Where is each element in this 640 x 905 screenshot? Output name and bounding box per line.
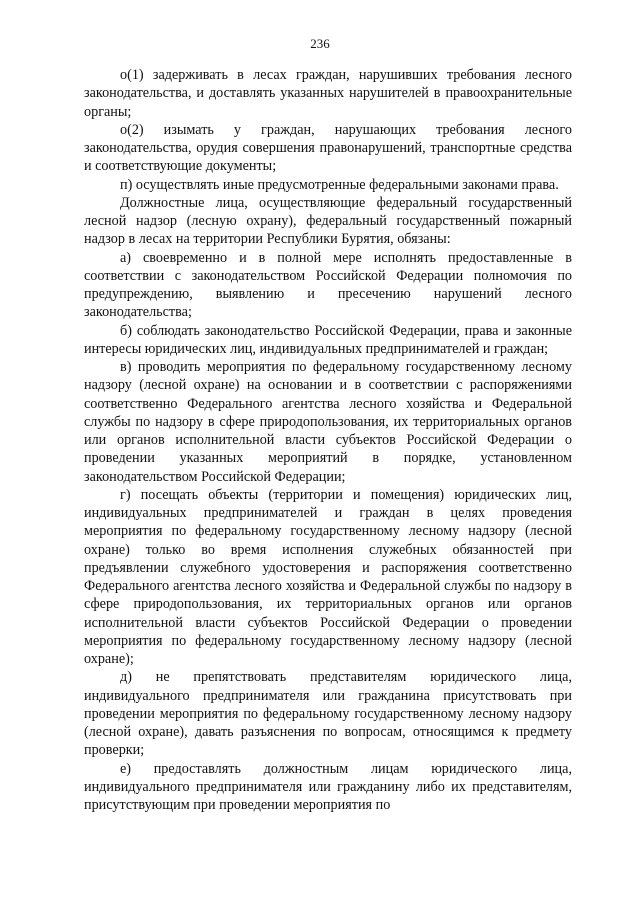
paragraph-o1-detain: о(1) задерживать в лесах граждан, нарушивших требования лесного законодательства, и доставлять указанных нарушителей в правоохранительные органы; [84, 67, 572, 120]
paragraph-a-exercise-powers: а) своевременно и в полной мере исполнять предоставленные в соответствии с законодательством Российской Федерации полномочия по предупреждению, выявлению и пресечению нарушений лесного законодательства; [84, 249, 572, 321]
paragraph-b-observe-law: б) соблюдать законодательство Российской Федерации, права и законные интересы юридических лиц, индивидуальных предпринимателей и граждан; [84, 322, 572, 357]
paragraph-e-provide-info: е) предоставлять должностным лицам юридического лица, индивидуального предпринимателя или гражданину либо их представителям, присутствующим при проведении мероприятия по [84, 760, 572, 813]
paragraph-p-other-rights: п) осуществлять иные предусмотренные федеральными законами права. [120, 176, 559, 193]
paragraph-v-conduct-measures: в) проводить мероприятия по федеральному государственному лесному надзору (лесной охране) на основании и в соответствии с распоряжениями соответственно Федерального агентства лесного хозяйства и Федеральной службы по надзору в сфере природопользования, их территориальных органов или органов исполнительной власти субъектов Российской Федерации о проведении указанных мероприятий в порядке, установленном законодательством Российской Федерации; [84, 359, 572, 485]
document-body [84, 66, 572, 814]
paragraph-o2-seize: о(2) изымать у граждан, нарушающих требования лесного законодательства, орудия совершения правонарушений, транспортные средства и соответствующие документы; [84, 121, 572, 175]
paragraph-d-not-obstruct: д) не препятствовать представителям юридического лица, индивидуального предпринимателя или гражданина присутствовать при проведении мероприятия по федеральному государственному лесному надзору (лесной охране), давать разъяснения по вопросам, относящимся к предмету проверки; [84, 669, 572, 759]
page-number: 236 [310, 36, 330, 51]
paragraph-g-visit-objects: г) посещать объекты (территории и помещения) юридических лиц, индивидуальных предпринимателей и граждан в целях проведения мероприятия по федеральному государственному лесному надзору (лесной охране) только во время исполнения служебных обязанностей при предъявлении служебного удостоверения и распоряжения соответственно Федерального агентства лесного хозяйства и Федеральной службы по надзору в сфере природопользования, их территориальных органов или органов исполнительной власти субъектов Российской Федерации о проведении мероприятия по федеральному государственному лесному надзору (лесной охране); [84, 486, 572, 667]
paragraph-officials-obliged: Должностные лица, осуществляющие федеральный государственный лесной надзор (лесную охрану), федеральный государственный пожарный надзор в лесах на территории Республики Бурятия, обязаны: [84, 194, 572, 248]
